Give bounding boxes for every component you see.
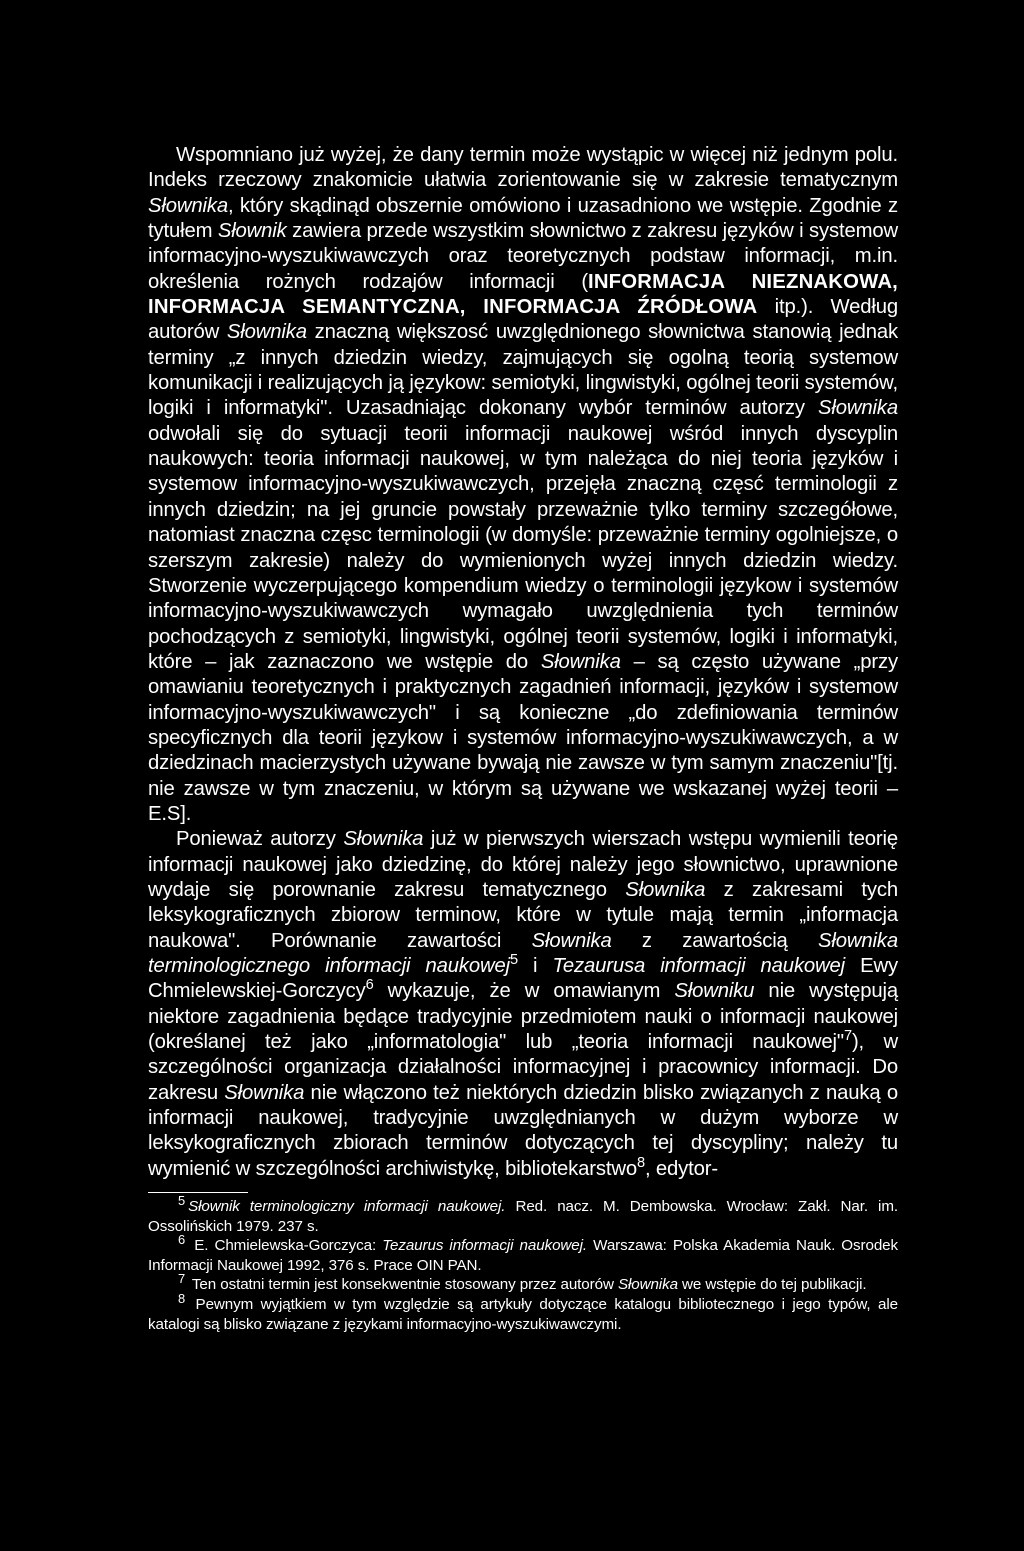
italic-title: Słowniku <box>674 980 755 1003</box>
footnote-8 <box>148 1291 898 1334</box>
italic-title: Słownika <box>226 321 307 344</box>
footnote-number: 7 <box>178 1271 186 1287</box>
paragraph-1 <box>148 143 898 827</box>
footnote-title: Słownika <box>617 1276 678 1294</box>
footnote-text: we wstępie do tej publikacji. <box>677 1276 867 1294</box>
italic-title: Tezaurusa informacji naukowej <box>552 955 846 977</box>
italic-title: Słownika <box>625 878 706 901</box>
footnote-text: Ten ostatni termin jest konsekwentnie stosowany przez autorów <box>188 1276 618 1294</box>
text-run: , edytor- <box>644 1157 718 1180</box>
footnote-6 <box>148 1232 899 1275</box>
italic-title: Słownika terminologicznego informacji naukowej <box>148 929 898 977</box>
footnote-ref[interactable]: 8 <box>636 1154 645 1171</box>
text-run: zawiera przede wszystkim słownictwo z zakresu języków i systemow informacyjno-wyszukiwawczych oraz teoretycznych podstaw informacji, m.in. określenia rożnych rodzajów informacji ( <box>148 220 898 293</box>
text-run: już w pierwszych wierszach wstępu wymienili teorię informacji naukowej jako dziedzinę, do której należy jego słownictwo, uprawnione wydaje się porownanie zakresu tematycznego <box>148 828 898 901</box>
footnote-divider <box>148 1192 248 1193</box>
footnote-ref[interactable]: 6 <box>365 977 374 994</box>
footnote-number: 6 <box>178 1232 186 1248</box>
document-page <box>148 143 898 1334</box>
footnote-text: E. Chmielewska-Gorczyca: <box>188 1237 383 1255</box>
footnote-7 <box>148 1271 898 1295</box>
italic-title: Słownika <box>148 194 228 217</box>
footnote-number: 8 <box>178 1291 186 1306</box>
footnote-5 <box>148 1193 898 1236</box>
text-run: nie występują niektore zagadnienia będące tradycyjnie przedmiotem nauki o informacji naukowej (określanej też jako „informatologia" lub „teoria informacji naukowej" <box>148 980 899 1054</box>
footnote-number: 5 <box>178 1193 186 1209</box>
text-run: nie włączono też niektórych dziedzin blisko związanych z nauką o informacji naukowej, tradycyjnie uwzględnianych w dużym wyborze w leksykograficznych zbiorach terminów dotyczących tej dyscypliny; należy tu wymienić w szczególności archiwistykę, bibliotekarstwo <box>148 1081 898 1180</box>
italic-title: Słownika <box>540 650 621 673</box>
text-run: znaczną większosć uwzględnionego słownictwa stanowią jednak terminy „z innych dziedzin wiedzy, zajmujących się ogolną teorią systemow komunikacji i realizujących ją językow: semiotyki, lingwistyki, ogólnej teorii systemów, logiki i informatyki". Uzasadniając dokonany wybór terminów autorzy <box>148 321 898 420</box>
footnote-text: Red. nacz. M. Dembowska. Wrocław: Zakł. Nar. im. Ossolińskich 1979. 237 s. <box>148 1198 898 1235</box>
footnote-ref[interactable]: 7 <box>843 1028 852 1045</box>
small-caps-terms: INFORMACJA NIEZNAKOWA, INFORMACJA SEMANTYCZNA, INFORMACJA ŹRÓDŁOWA <box>148 270 899 319</box>
text-run: ), w szczególności organizacja działalności informacyjnej i pracownicy informacji. Do zakresu <box>148 1031 899 1104</box>
text-run: itp.). Według autorów <box>148 296 899 344</box>
text-run: , który skądinąd obszernie omówiono i uzasadniono we wstępie. Zgodnie z tytułem <box>148 194 898 243</box>
italic-title: Słownik <box>217 220 287 243</box>
text-run: i <box>517 955 553 977</box>
footnote-title: Tezaurus informacji naukowej. <box>382 1237 588 1255</box>
italic-title: Słownika <box>343 828 424 851</box>
footnote-title: Słownik terminologiczny informacji naukowej. <box>188 1198 506 1216</box>
text-run: Ewy Chmielewskiej-Gorczycy <box>148 955 898 1003</box>
paragraph-2 <box>148 827 898 1182</box>
footnote-text: Warszawa: Polska Akademia Nauk. Osrodek Informacji Naukowej 1992, 376 s. Prace OIN PAN. <box>148 1237 899 1274</box>
text-run: wykazuje, że w omawianym <box>373 980 675 1003</box>
text-run: z zawartością <box>611 929 819 952</box>
footnote-ref[interactable]: 5 <box>509 952 518 969</box>
italic-title: Słownika <box>531 929 612 952</box>
text-run: – są często używane „przy omawianiu teoretycznych i praktycznych zagadnień informacji, języków i systemow informacyjno-wyszukiwawczych" i są konieczne „do zdefiniowania terminów specyficznych dla teorii językow i systemów informacyjno-wyszukiwawczych, a w dziedzinach macierzystych używane bywają nie zawsze w tym samym znaczeniu"[tj. nie zawsze w tym znaczeniu, w którym są używane we wskazanej wyżej teorii – E.S]. <box>148 650 899 825</box>
footnote-text: Pewnym wyjątkiem w tym względzie są artykuły dotyczące katalogu bibliotecznego i jego typów, ale katalogi są blisko związane z językami informacyjno-wyszukiwawczymi. <box>148 1296 898 1333</box>
italic-title: Słownika <box>818 397 898 420</box>
italic-title: Słownika <box>224 1081 305 1104</box>
text-run: z zakresami tych leksykograficznych zbiorow terminow, które w tytule mają termin „informacja naukowa". Porównanie zawartości <box>148 878 898 952</box>
text-run: odwołali się do sytuacji teorii informacji naukowej wśród innych dyscyplin naukowych: teoria informacji naukowej, w tym należąca do niej teoria języków i systemow informacyjno-wyszukiwawczych, przejęła znaczną częsć terminologii z innych dziedzin; na jej gruncie powstały przeważnie tylko terminy szczegółowe, natomiast znaczna częsc terminologii (w domyśle: przeważnie terminy ogolniejsze, o szerszym zakresie) należy do wymienionych wyżej innych dziedzin wiedzy. Stworzenie wyczerpującego kompendium wiedzy o terminologii językow i systemów informacyjno-wyszukiwawczych wymagało uwzględnienia tych terminów pochodzących z semiotyki, lingwistyki, ogólnej teorii systemów, logiki i informatyki, które – jak zaznaczono we wstępie do <box>148 422 898 673</box>
text-run: Wspomniano już wyżej, że dany termin może wystąpic w więcej niż jednym polu. Indeks rzeczowy znakomicie ułatwia zorientowanie się w zakresie tematycznym <box>148 144 898 192</box>
footnotes <box>148 1193 899 1334</box>
text-run: Ponieważ autorzy <box>176 828 344 851</box>
